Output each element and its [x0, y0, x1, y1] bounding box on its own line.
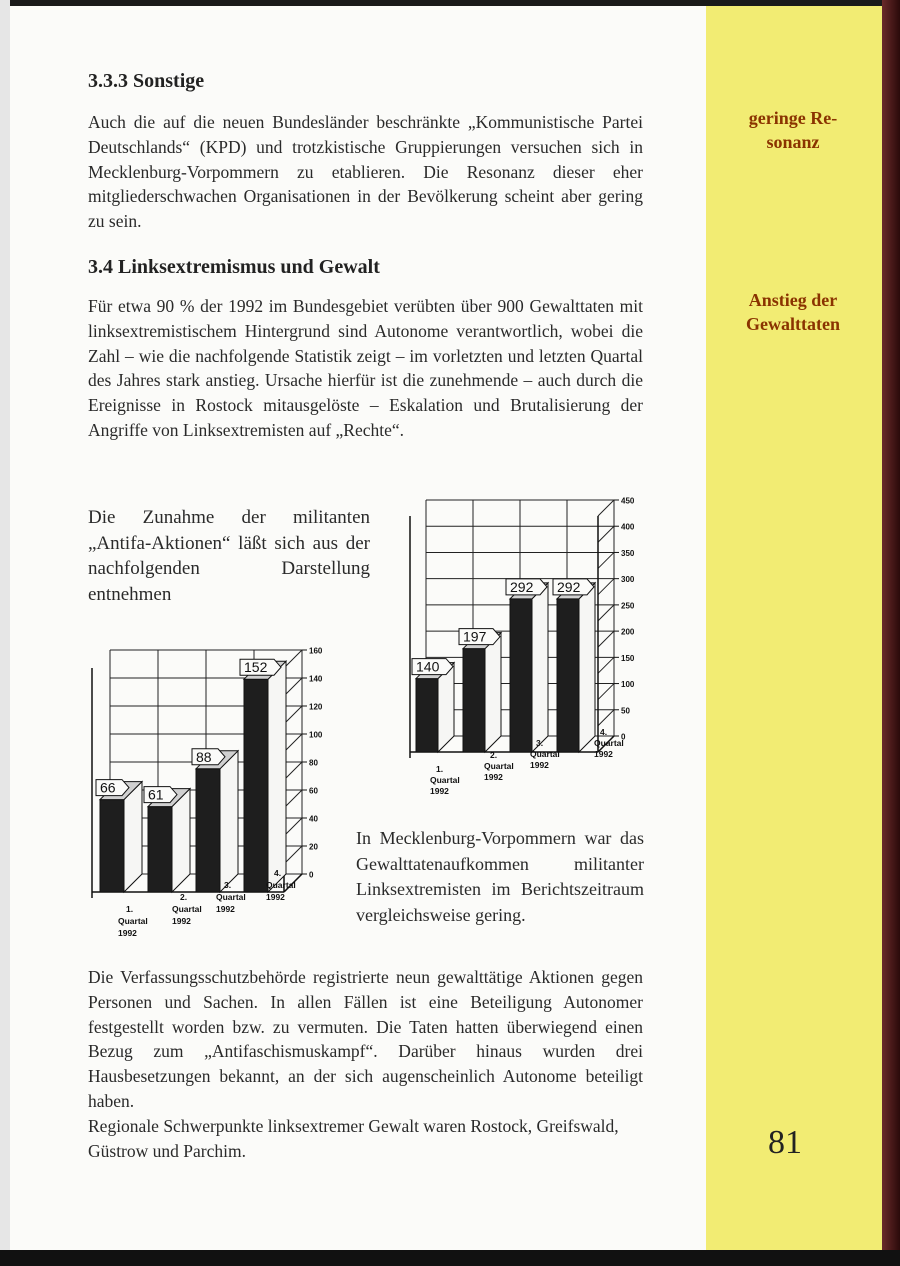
category-label-quartal: Quartal — [118, 916, 148, 926]
category-label-year: 1992 — [172, 916, 191, 926]
value-label: 197 — [463, 628, 487, 645]
category-label-year: 1992 — [118, 928, 137, 938]
y-tick-label: 100 — [309, 730, 323, 740]
gridline-side — [284, 818, 302, 836]
gridline-side — [284, 678, 302, 696]
value-label: 292 — [510, 578, 534, 595]
category-label-quartal: Quartal — [484, 761, 514, 771]
margin-note-line: geringe Re- — [748, 108, 838, 128]
category-label-number: 1. — [436, 764, 444, 774]
paragraph-mecklenburg: In Mecklenburg-Vorpommern war das Gewalttatenaufkommen militanter Linksextremisten im Berichtszeitraum vergleichsweise gering. — [356, 828, 644, 925]
paragraph-antifa-intro: Die Zunahme der militanten „Antifa-Aktionen“ läßt sich aus der nachfolgenden Darstellung entnehmen — [88, 507, 370, 605]
bar-side — [220, 751, 238, 892]
category-label-year: 1992 — [216, 904, 235, 914]
page-number: 81 — [768, 1124, 802, 1161]
margin-note-line: sonanz — [766, 132, 820, 152]
bar-front — [463, 649, 485, 752]
gridline-side — [598, 500, 614, 516]
category-label-quartal: Quartal — [430, 775, 460, 785]
chart-gewalttaten-bund — [398, 490, 638, 820]
category-label-year: 1992 — [484, 772, 503, 782]
category-label-quartal: Quartal — [216, 892, 246, 902]
gridline-side — [284, 734, 302, 752]
bar-side — [532, 583, 548, 752]
bar-side — [124, 782, 142, 892]
category-label-year: 1992 — [530, 760, 549, 770]
gridline-side — [284, 846, 302, 864]
bar-front — [100, 800, 124, 892]
bar-front — [196, 769, 220, 892]
category-label-quartal: Quartal — [594, 738, 624, 748]
bar-front — [148, 807, 172, 892]
category-label-number: 3. — [536, 738, 544, 748]
y-tick-label: 100 — [621, 680, 635, 690]
y-tick-label: 150 — [621, 653, 635, 663]
paragraph-verfassungsschutz: Die Verfassungsschutzbehörde registrierte neun gewalttätige Aktionen gegen Personen und Sachen. In allen Fällen ist eine Beteiligung Autonomer festgestellt worden bzw. zu vermuten. Die Taten hatten überwiegend einen Bezug zum „Antifaschismuskampf“. Darüber hinaus wurden drei Hausbesetzungen bekannt, an der sich augenscheinlich Autonome beteiligt haben. — [88, 967, 643, 1111]
gridline-side — [598, 605, 614, 621]
value-label: 61 — [148, 786, 164, 803]
category-label-number: 1. — [126, 904, 134, 914]
margin-column — [706, 6, 882, 1250]
y-tick-label: 0 — [621, 732, 626, 742]
gridline-side — [598, 657, 614, 673]
gridline-side — [284, 762, 302, 780]
value-label: 292 — [557, 578, 581, 595]
y-tick-label: 120 — [309, 702, 323, 712]
y-tick-label: 450 — [621, 496, 635, 506]
y-tick-label: 80 — [309, 758, 318, 768]
gridline-side — [598, 684, 614, 700]
gridline-side — [284, 650, 302, 668]
category-label-number: 4. — [274, 868, 282, 878]
y-tick-label: 40 — [309, 814, 318, 824]
category-label-number: 3. — [224, 880, 232, 890]
paragraph-sonstige: Auch die auf die neuen Bundesländer beschränkte „Kommunistische Partei Deutschlands“ (KPD) und trotzkistische Gruppierungen versuchen sich in Mecklenburg-Vorpommern zu etablieren. Die Resonanz dieser eher mitgliederschwachen Organisationen in der Bevölkerung scheint aber gering zu sein. — [88, 112, 643, 232]
margin-note-line: Gewalttaten — [746, 314, 840, 334]
value-label: 140 — [416, 658, 440, 675]
bar-front — [416, 679, 438, 752]
y-tick-label: 250 — [621, 601, 635, 611]
y-tick-label: 160 — [309, 646, 323, 656]
category-label-year: 1992 — [430, 786, 449, 796]
heading-sonstige: 3.3.3 Sonstige — [88, 70, 205, 92]
value-label: 152 — [244, 659, 268, 676]
y-tick-label: 350 — [621, 548, 635, 558]
category-label-year: 1992 — [266, 892, 285, 902]
category-label-number: 2. — [490, 750, 498, 760]
bar-front — [557, 599, 579, 752]
book-spine-edge — [882, 0, 900, 1266]
gridline-side — [598, 526, 614, 542]
category-label-quartal: Quartal — [530, 749, 560, 759]
gridline-side — [598, 631, 614, 647]
category-label-number: 4. — [600, 727, 608, 737]
paragraph-linksextremismus: Für etwa 90 % der 1992 im Bundesgebiet verübten über 900 Gewalttaten mit linksextremistischem Hintergrund sind Autonome verantwortlich, wobei die Zahl – wie die nachfolgende Statistik zeigt – im vorletzten und letzten Quartal des Jahres stark anstieg. Ursache hierfür ist die zunehmende – auch durch die Ereignisse in Rostock mitausgelöste – Eskalation und Brutalisierung der Angriffe von Linksextremisten auf „Rechte“. — [88, 296, 643, 440]
paragraph-schwerpunkte: Regionale Schwerpunkte linksextremer Gewalt waren Rostock, Greifswald, Güstrow und Parchim. — [88, 1116, 619, 1161]
y-tick-label: 50 — [621, 706, 630, 716]
scan-left-edge — [0, 0, 10, 1266]
category-label-quartal: Quartal — [172, 904, 202, 914]
bar-front — [510, 599, 532, 752]
margin-note-line: Anstieg der — [748, 290, 838, 310]
margin-note-gewalttaten — [718, 288, 868, 336]
y-tick-label: 60 — [309, 786, 318, 796]
gridline-side — [598, 710, 614, 726]
gridline-side — [284, 706, 302, 724]
value-label: 66 — [100, 779, 116, 796]
category-label-year: 1992 — [594, 749, 613, 759]
gridline-side — [598, 579, 614, 595]
y-tick-label: 0 — [309, 870, 314, 880]
y-tick-label: 200 — [621, 627, 635, 637]
category-label-number: 2. — [180, 892, 188, 902]
y-tick-label: 20 — [309, 842, 318, 852]
bar-front — [244, 679, 268, 892]
value-label: 88 — [196, 748, 212, 765]
bar-side — [579, 583, 595, 752]
heading-linksextremismus: 3.4 Linksextremismus und Gewalt — [88, 256, 380, 278]
bar-side — [268, 661, 286, 892]
category-label-quartal: Quartal — [266, 880, 296, 890]
y-tick-label: 400 — [621, 522, 635, 532]
scan-bottom-edge — [0, 1250, 900, 1266]
y-tick-label: 300 — [621, 575, 635, 585]
gridline-side — [598, 552, 614, 568]
bar-side — [485, 633, 501, 752]
y-tick-label: 140 — [309, 674, 323, 684]
gridline-side — [284, 790, 302, 808]
chart-antifa-aktionen — [82, 640, 352, 950]
margin-note-resonanz — [718, 106, 868, 154]
